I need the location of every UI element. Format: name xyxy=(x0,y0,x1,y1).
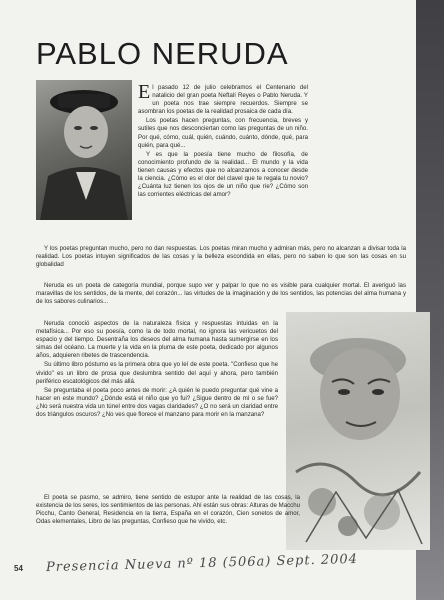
article-title: PABLO NERUDA xyxy=(36,36,289,71)
body-paragraph: Los poetas hacen preguntas, con frecuencia, breves y sutiles que nos desconciertan como las preguntas de un niño. Por qué, cómo, cuál, quién, cuándo, cuánto, dónde, qué, para quién, para qué... xyxy=(138,117,308,149)
body-paragraph: Y es que la poesía tiene mucho de filosofía, de conocimiento profundo de la realidad... El mundo y la vida tienen causas y efectos que no alcanzamos a conocer desde la ciencia. ¿Cómo es el olor del clavel que te regala tu novio? ¿Cuánta luz tienen los ojos de un niño que ríe? ¿Cómo son las corrientes eléctricas del amor? xyxy=(138,150,308,199)
body-paragraph: Neruda conoció aspectos de la naturaleza física y respuestas intuidas en la metafísica... Por eso su poesía, como la de todo mortal, no ignora las vericuetos del espacio y del tiempo. Desentraña los deseos del alma humana hasta sumergirse en los simas del océano. La muerte y la vida en la pluma de este poeta, dedicado por algunos años, adquieren ribetes de trascendencia. xyxy=(36,320,278,360)
article-body-full-width-2 xyxy=(36,282,406,307)
article-body-narrow-column xyxy=(36,320,278,420)
article-closing-column xyxy=(36,494,300,527)
article-intro-column xyxy=(138,81,308,200)
drop-cap: E xyxy=(138,81,151,103)
body-paragraph: Su último libro póstumo es la primera obra que yo leí de este poeta. "Confieso que he vivido" es un libro de prosa que deslumbra sentido del aquí y ahora, pero también periférico escatológicos del más allá. xyxy=(36,361,278,385)
intro-paragraph: El pasado 12 de julio celebramos el Centenario del natalicio del gran poeta Neftalí Reyes o Pablo Neruda. Y un poeta nos trae siempre recuerdos. Siempre se asombran los poetas de la realidad prosaica de cada día. xyxy=(138,81,308,116)
body-paragraph: El poeta se pasmo, se admiro, tiene sentido de estupor ante la realidad de las cosas, la existencia de los seres, los sentimientos de las personas. Ahí están sus obras: Alturas de Macchu Picchu, Canto General, Residencia en la tierra, España en el corazón, Cien sonetos de amor, Odas elementales, Libro de las preguntas, Confieso que he vivido, etc. xyxy=(36,494,300,526)
article-body-full-width xyxy=(36,245,406,270)
portrait-drawing-bottom xyxy=(286,312,430,550)
page-number: 54 xyxy=(14,564,23,573)
body-paragraph: Neruda es un poeta de categoría mundial, porque supo ver y palpar lo que no es visible para cualquier mortal. El averiguó las maravillas de los sentidos, de la mente, del corazón... las virtudes de la imaginación y de los sentidos, las potencias del alma humana y de los sabores culinarios... xyxy=(36,282,406,306)
body-paragraph: Y los poetas preguntan mucho, pero no dan respuestas. Los poetas miran mucho y admiran más, pero no alcanzan a divisar toda la realidad. Los poetas intuyen significados de las cosas y la belleza escondida en ellas, pero no saben lo que son las cosas en su globalidad xyxy=(36,245,406,269)
portrait-photo-top xyxy=(36,80,132,220)
body-paragraph: Se preguntaba el poeta poco antes de morir: ¿A quién le puedo preguntar qué vine a hacer en este mundo? ¿Dónde está el niño que yo fui? ¿Sigue dentro de mí o se fue? ¿No será nuestra vida un túnel entre dos vagas claridades? ¿O no será un claridad entre dos triángulos oscuros? ¿No ves que florece el manzano para morir en la manzana? xyxy=(36,386,278,419)
handwritten-source-note: Presencia Nueva nº 18 (506a) Sept. 2004 xyxy=(45,551,359,576)
